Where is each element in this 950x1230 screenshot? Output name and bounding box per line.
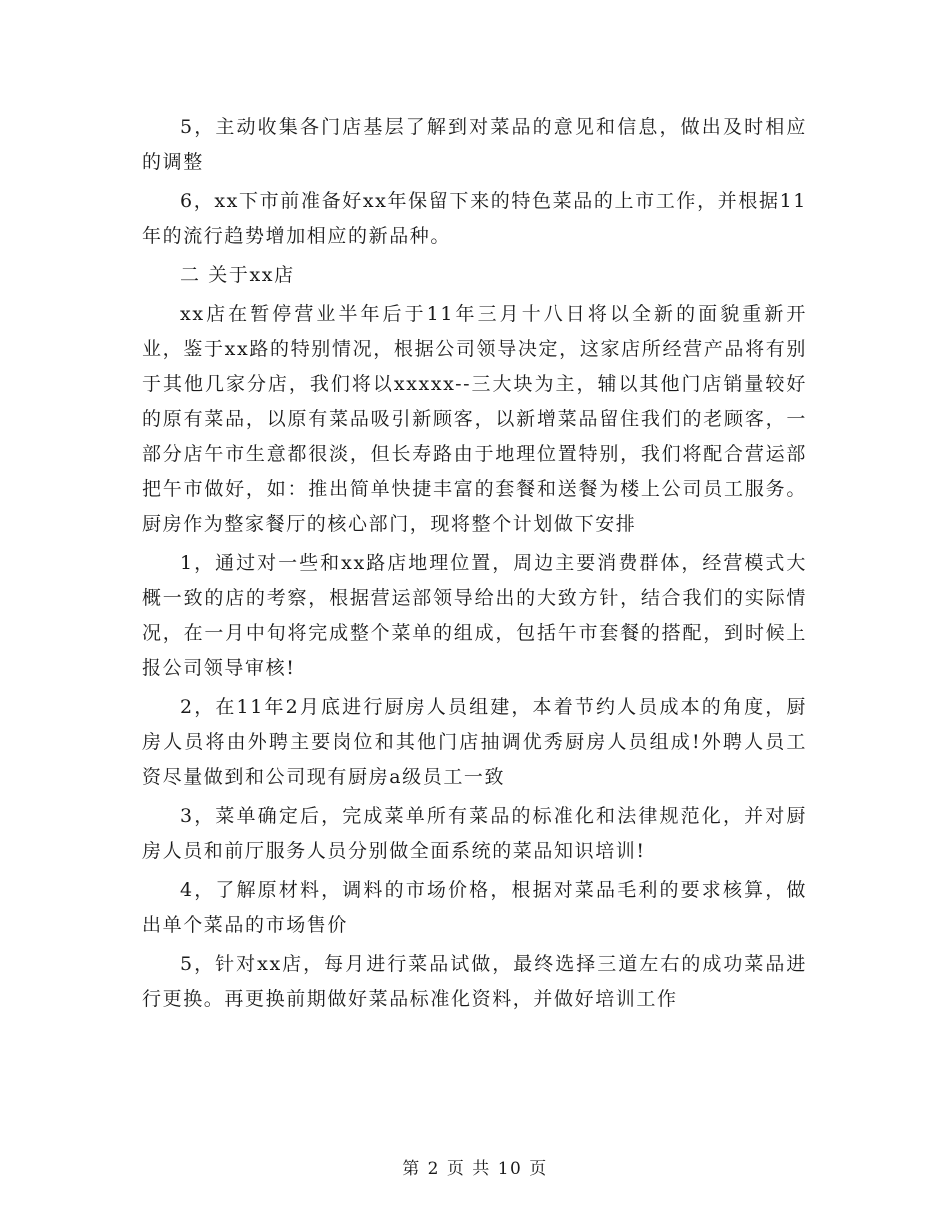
paragraph-item-5: 5，主动收集各门店基层了解到对菜品的意见和信息，做出及时相应的调整 [142, 116, 807, 173]
paragraph-item-1: 1，通过对一些和xx路店地理位置，周边主要消费群体，经营模式大概一致的店的考察，根据营运部领导给出的大致方针，结合我们的实际情况，在一月中旬将完成整个菜单的组成，包括午市套餐的搭配，到时候上报公司领导审核! [142, 552, 807, 679]
page-number-footer: 第 2 页 共 10 页 [402, 1159, 548, 1179]
section-intro-paragraph: xx店在暂停营业半年后于11年三月十八日将以全新的面貌重新开业，鉴于xx路的特别情况，根据公司领导决定，这家店所经营产品将有别于其他几家分店，我们将以xxxxx--三大块为主，辅以其他门店销量较好的原有菜品，以原有菜品吸引新顾客，以新增菜品留住我们的老顾客，一部分店午市生意都很淡，但长寿路由于地理位置特别，我们将配合营运部把午市做好，如：推出简单快捷丰富的套餐和送餐为楼上公司员工服务。厨房作为整家餐厅的核心部门，现将整个计划做下安排 [142, 303, 807, 535]
paragraph-item-3: 3，菜单确定后，完成菜单所有菜品的标准化和法律规范化，并对厨房人员和前厅服务人员分别做全面系统的菜品知识培训! [142, 805, 807, 862]
section-heading: 二 关于xx店 [180, 264, 295, 286]
paragraph-item-6: 6，xx下市前准备好xx年保留下来的特色菜品的上市工作，并根据11年的流行趋势增加相应的新品种。 [142, 190, 807, 247]
paragraph-item-4: 4，了解原材料，调料的市场价格，根据对菜品毛利的要求核算，做出单个菜品的市场售价 [142, 879, 807, 936]
paragraph-item-5b: 5，针对xx店，每月进行菜品试做，最终选择三道左右的成功菜品进行更换。再更换前期做好菜品标准化资料，并做好培训工作 [142, 953, 807, 1010]
paragraph-item-2: 2，在11年2月底进行厨房人员组建，本着节约人员成本的角度，厨房人员将由外聘主要岗位和其他门店抽调优秀厨房人员组成!外聘人员工资尽量做到和公司现有厨房a级员工一致 [142, 696, 807, 788]
document-body [142, 110, 807, 1021]
